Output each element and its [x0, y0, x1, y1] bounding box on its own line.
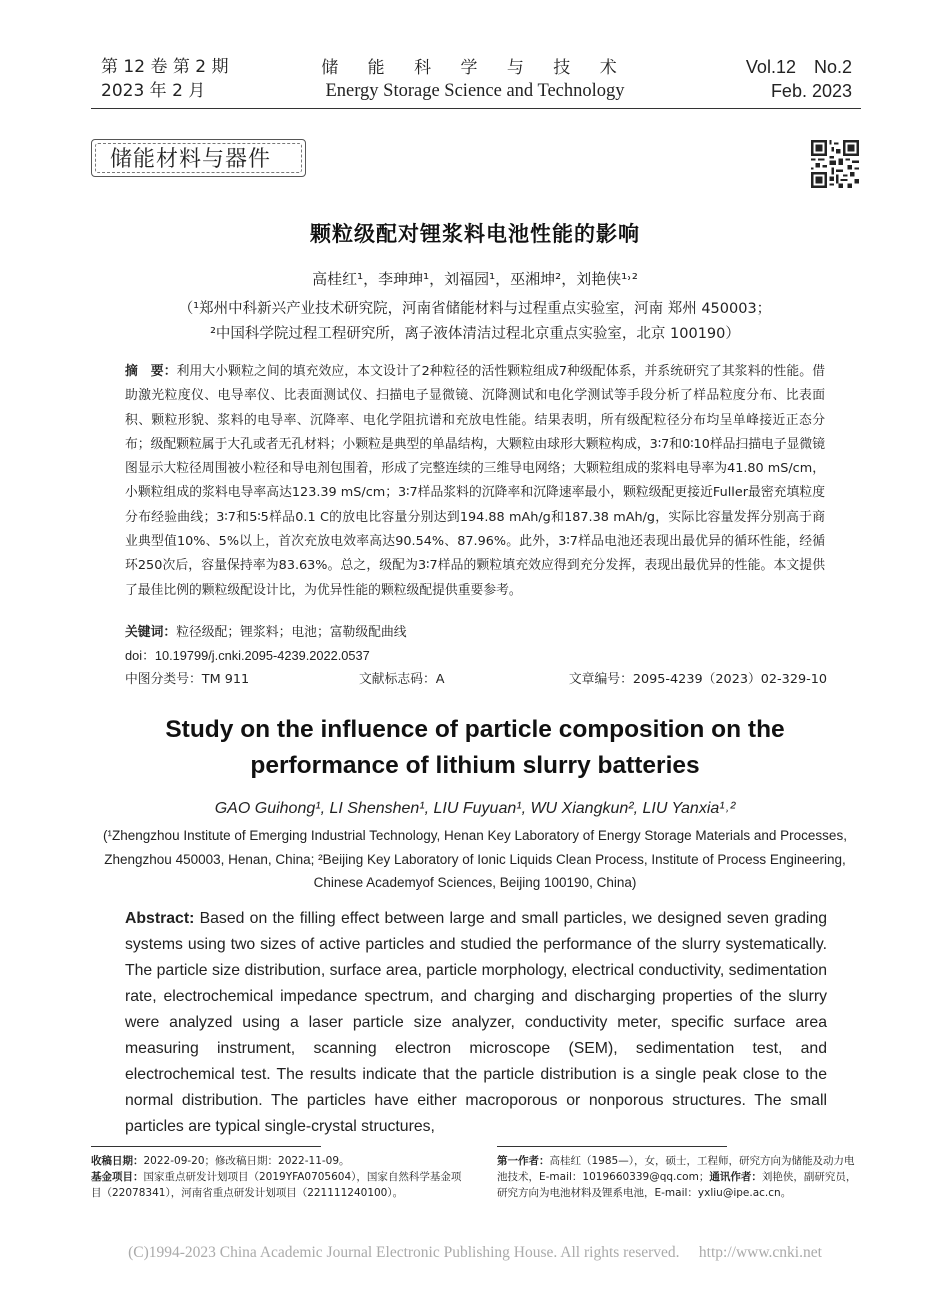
- section-label: 储能材料与器件: [110, 147, 272, 172]
- received-text: 2022-09-20；修改稿日期：2022-11-09。: [143, 1155, 350, 1167]
- article-title-en-text: Study on the influence of particle composition on the performance of lithium slurry batteries: [165, 716, 785, 779]
- header-date-cn: 2023 年 2 月: [101, 81, 206, 101]
- copyright-footer: (C)1994-2023 China Academic Journal Electronic Publishing House. All rights reserved. http://www.cnki.net: [128, 1244, 822, 1261]
- keywords-cn-label: 关键词：: [125, 625, 177, 640]
- footnote-rule-left: [91, 1146, 321, 1147]
- footnote-rule-right: [497, 1146, 727, 1147]
- abstract-en-label: Abstract:: [125, 910, 195, 927]
- header-volume-en-line: Vol.12 No.2: [745, 57, 852, 77]
- affiliation-cn-line: （¹郑州中科新兴产业技术研究院，河南省储能材料与过程重点实验室，河南 郑州 450003；: [178, 301, 772, 317]
- header-rule: [91, 108, 861, 109]
- abstract-cn-text: 利用大小颗粒之间的填充效应，本文设计了2种粒径的活性颗粒组成7种级配体系，并系统研究了其浆料的性能。借助激光粒度仪、电导率仪、比表面测试仪、扫描电子显微镜、沉降测试和电化学测试等手段分析了样品粒度分布、比表面积、颗粒形貌、浆料的电导率、沉降率、电化学阻抗谱和充放电性能。结果表明，所有级配粒径分布均呈单峰接近正态分布；级配颗粒属于大孔或者无孔材料；小颗粒是典型的单晶结构，大颗粒由球形大颗粒构成，3∶7和0∶10样品扫描电子显微镜图显示大粒径周围被小粒径和导电剂包围着，形成了完整连续的三维导电网络；大颗粒组成的浆料电导率为41.80 mS/cm，小颗粒组成的浆料电导率高达123.39 mS/cm；3∶7样品浆料的沉降率和沉降速率最小，颗粒级配更接近Fuller最密充填粒度分布经验曲线；3∶7和5∶5样品0.1 C的放电比容量分别达到194.88 mAh/g和187.38 mAh/g，实际比容量发挥分别高于商业典型值10%、5%以上，首次充放电效率高达90.54%、87.96%。此外，3∶7样品电池还表现出最优异的循环性能，经循环250次后，容量保持率为83.63%。总之，级配为3∶7样品的颗粒填充效应得到充分发挥，表现出最优异的性能。本文提供了最佳比例的颗粒级配设计比，为优异性能的颗粒级配提供重要参考。: [125, 364, 826, 598]
- corresponding-author-label: 通讯作者：: [709, 1171, 762, 1183]
- keywords-cn-text: 粒径级配；锂浆料；电池；富勒级配曲线: [176, 625, 407, 640]
- article-title-en: [0, 712, 950, 784]
- article-number: 文章编号：2095-4239（2023）02-329-10: [568, 672, 827, 687]
- footnote-left: [91, 1153, 471, 1201]
- footnote-right: [497, 1153, 863, 1201]
- header-volume-en: [746, 55, 852, 103]
- fund-label: 基金项目：: [91, 1171, 144, 1183]
- affiliation-cn-line: ²中国科学院过程工程研究所，离子液体清洁过程北京重点实验室，北京 100190）: [210, 326, 740, 342]
- journal-name-cn: 储 能 科 学 与 技 术: [321, 58, 629, 78]
- journal-name-en: Energy Storage Science and Technology: [325, 81, 625, 101]
- abstract-cn: [125, 360, 825, 603]
- document-code: 文献标志码：A: [359, 672, 445, 687]
- received-label: 收稿日期：: [91, 1155, 144, 1167]
- header-volume-cn-line: 第 12 卷 第 2 期: [101, 57, 229, 77]
- header-date-en: Feb. 2023: [770, 81, 852, 101]
- article-title-cn: 颗粒级配对锂浆料电池性能的影响: [310, 222, 640, 246]
- authors-cn: 高桂红¹，李珅珅¹，刘福园¹，巫湘坤²，刘艳侠¹˒²: [312, 270, 638, 288]
- authors-en: GAO Guihong¹, LI Shenshen¹, LIU Fuyuan¹, WU Xiangkun², LIU Yanxia¹˒²: [214, 800, 736, 817]
- qr-code-icon[interactable]: [811, 140, 859, 188]
- fund-text: 国家重点研发计划项目（2019YFA0705604），国家自然科学基金项目（22078341），河南省重点研发计划项目（221111240100）。: [91, 1171, 462, 1199]
- clc-number: 中图分类号：TM 911: [125, 672, 250, 687]
- affiliations-en: (¹Zhengzhou Institute of Emerging Industrial Technology, Henan Key Laboratory of Energy Storage Materials and Processes, Zhengzhou 450003, Henan, China; ²Beijing Key Laboratory of Ionic Liquids Clean Process, Institute of Process Engineering, Chinese Academyof Sciences, Beijing 100190, China): [103, 828, 847, 890]
- corresponding-author-text: 刘艳侠，副研究员，研究方向为电池材料及锂系电池，E-mail：yxliu@ipe.ac.cn。: [497, 1171, 857, 1199]
- doi[interactable]: doi：10.19799/j.cnki.2095-4239.2022.0537: [125, 648, 370, 663]
- abstract-en-text: Based on the filling effect between large and small particles, we designed seven grading systems using two sizes of active particles and studied the performance of the slurry systematically. The particle size distribution, surface area, particle morphology, electrical conductivity, sedimentation rate, electrochemical impedance spectrum, and charging and discharging properties of the slurry were analyzed using a laser particle size analyzer, conductivity meter, specific surface area measuring instrument, scanning electron microscope (SEM), sedimentation test, and electrochemical test. The results indicate that the particle distribution is a single peak close to the normal distribution. The particles have either macroporous or nonporous structures. The small particles are typical single-crystal structures,: [125, 910, 828, 1135]
- abstract-en: [125, 906, 828, 1135]
- first-author-label: 第一作者：: [497, 1155, 550, 1167]
- keywords-cn: [125, 621, 407, 644]
- received-date: [91, 1153, 471, 1169]
- abstract-cn-label: 摘 要：: [125, 364, 177, 379]
- fund-info: [91, 1169, 471, 1201]
- affiliations-cn: [0, 297, 950, 347]
- first-author-text: 高桂红（1985—），女，硕士，工程师，研究方向为储能及动力电池技术，E-mail：1019660339@qq.com；: [497, 1155, 855, 1183]
